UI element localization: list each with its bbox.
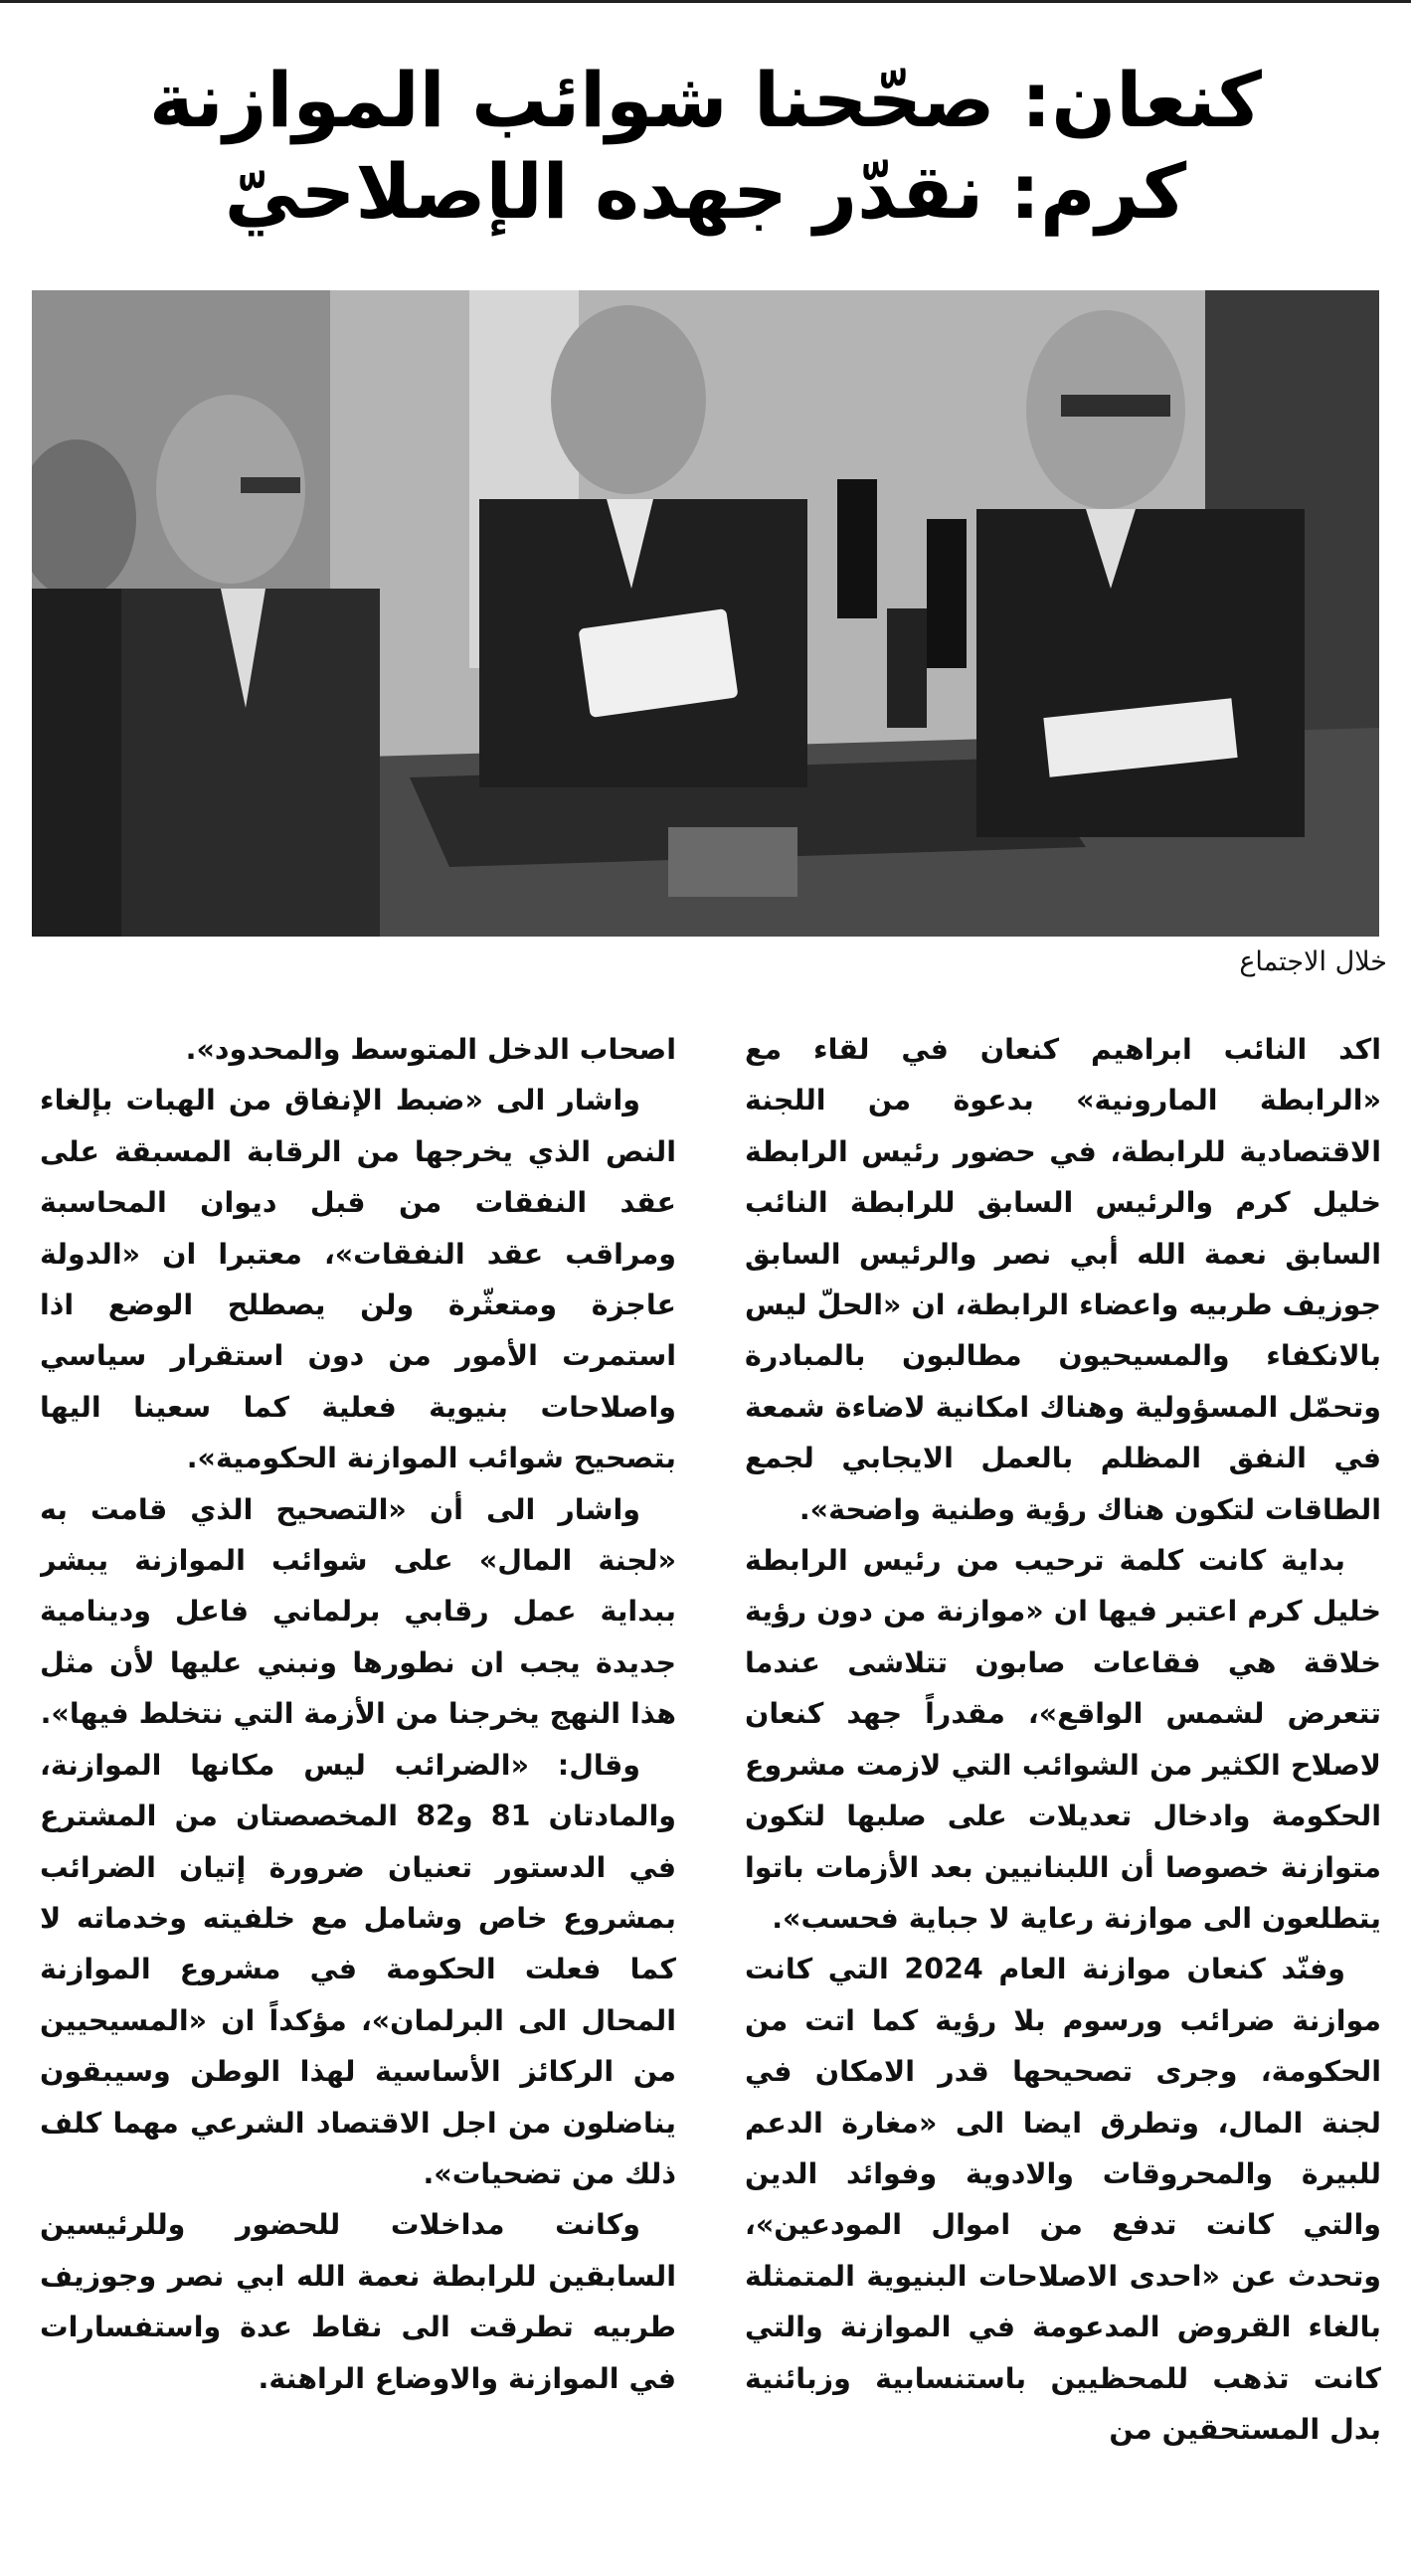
paragraph: اصحاب الدخل المتوسط والمحدود». bbox=[185, 1033, 676, 1066]
paragraph: وكانت مداخلات للحضور وللرئيسين السابقين للرابطة نعمة الله ابي نصر وجوزيف طربيه تطرقت الى نقاط عدة واستفسارات في الموازنة والاوضاع الراهنة. bbox=[40, 2208, 676, 2395]
paragraph: واشار الى أن «التصحيح الذي قامت به «لجنة المال» على شوائب الموازنة يبشر ببداية عمل رقابي برلماني فاعل ودينامية جديدة يجب ان نطورها ونبني عليها لأن مثل هذا النهج يخرجنا من الأزمة التي نتخلط فيها». bbox=[40, 1492, 676, 1731]
meeting-photo bbox=[32, 290, 1379, 937]
photo-caption: خلال الاجتماع bbox=[1239, 946, 1387, 977]
article-column-left bbox=[40, 1024, 676, 2560]
paragraph: اكد النائب ابراهيم كنعان في لقاء مع «الرابطة المارونية» بدعوة من اللجنة الاقتصادية للرابطة، في حضور رئيس الرابطة خليل كرم والرئيس السابق للرابطة النائب السابق نعمة الله أبي نصر والرئيس السابق جوزيف طربيه واعضاء الرابطة، ان «الحلّ ليس بالانكفاء والمسيحيون مطالبون بالمبادرة وتحمّل المسؤولية وهناك امكانية لاضاءة شمعة في النفق المظلم بالعمل الايجابي لجمع الطاقات لتكون هناك رؤية وطنية واضحة». bbox=[745, 1033, 1381, 1526]
paragraph: وفنّد كنعان موازنة العام 2024 التي كانت موازنة ضرائب ورسوم بلا رؤية كما اتت من الحكومة، وجرى تصحيحها قدر الامكان في لجنة المال، وتطرق ايضا الى «مغارة الدعم للبيرة والمحروقات والادوية وفوائد الدين والتي كانت تدفع من اموال المودعين»، وتحدث عن «احدى الاصلاحات البنيوية المتمثلة بالغاء القروض المدعومة في الموازنة والتي كانت تذهب للمحظيين باستنسابية وزبائنية بدل المستحقين من bbox=[745, 1953, 1381, 2446]
headline bbox=[20, 55, 1391, 238]
paragraph: واشار الى «ضبط الإنفاق من الهبات بإلغاء النص الذي يخرجها من الرقابة المسبقة على عقد النفقات من قبل ديوان المحاسبة ومراقب عقد النفقات»، معتبرا ان «الدولة عاجزة ومتعثّرة ولن يصطلح الوضع اذا استمرت الأمور من دون استقرار سياسي واصلاحات بنيوية فعلية كما سعينا اليها بتصحيح شوائب الموازنة الحكومية». bbox=[40, 1084, 676, 1475]
article-column-right bbox=[745, 1024, 1381, 2560]
headline-line-1: كنعان: صحّحنا شوائب الموازنة bbox=[149, 56, 1262, 144]
headline-line-2: كرم: نقدّر جهده الإصلاحيّ bbox=[224, 147, 1187, 236]
paragraph: وقال: «الضرائب ليس مكانها الموازنة، والمادتان 81 و82 المخصصتان من المشترع في الدستور تعنيان ضرورة إتيان الضرائب بمشروع خاص وشامل مع خلفيته وخدماته لا كما فعلت الحكومة في مشروع الموازنة المحال الى البرلمان»، مؤكداً ان «المسيحيين من الركائز الأساسية لهذا الوطن وسيبقون يناضلون من اجل الاقتصاد الشرعي مهما كلف ذلك من تضحيات». bbox=[40, 1748, 676, 2190]
top-rule bbox=[0, 0, 1411, 3]
paragraph: بداية كانت كلمة ترحيب من رئيس الرابطة خليل كرم اعتبر فيها ان «موازنة من دون رؤية خلاقة هي فقاعات صابون تتلاشى عندما تتعرض لشمس الواقع»، مقدراً جهد كنعان لاصلاح الكثير من الشوائب التي لازمت مشروع الحكومة وادخال تعديلات على صلبها لتكون متوازنة خصوصا أن اللبنانيين بعد الأزمات باتوا يتطلعون الى موازنة رعاية لا جباية فحسب». bbox=[745, 1544, 1381, 1935]
